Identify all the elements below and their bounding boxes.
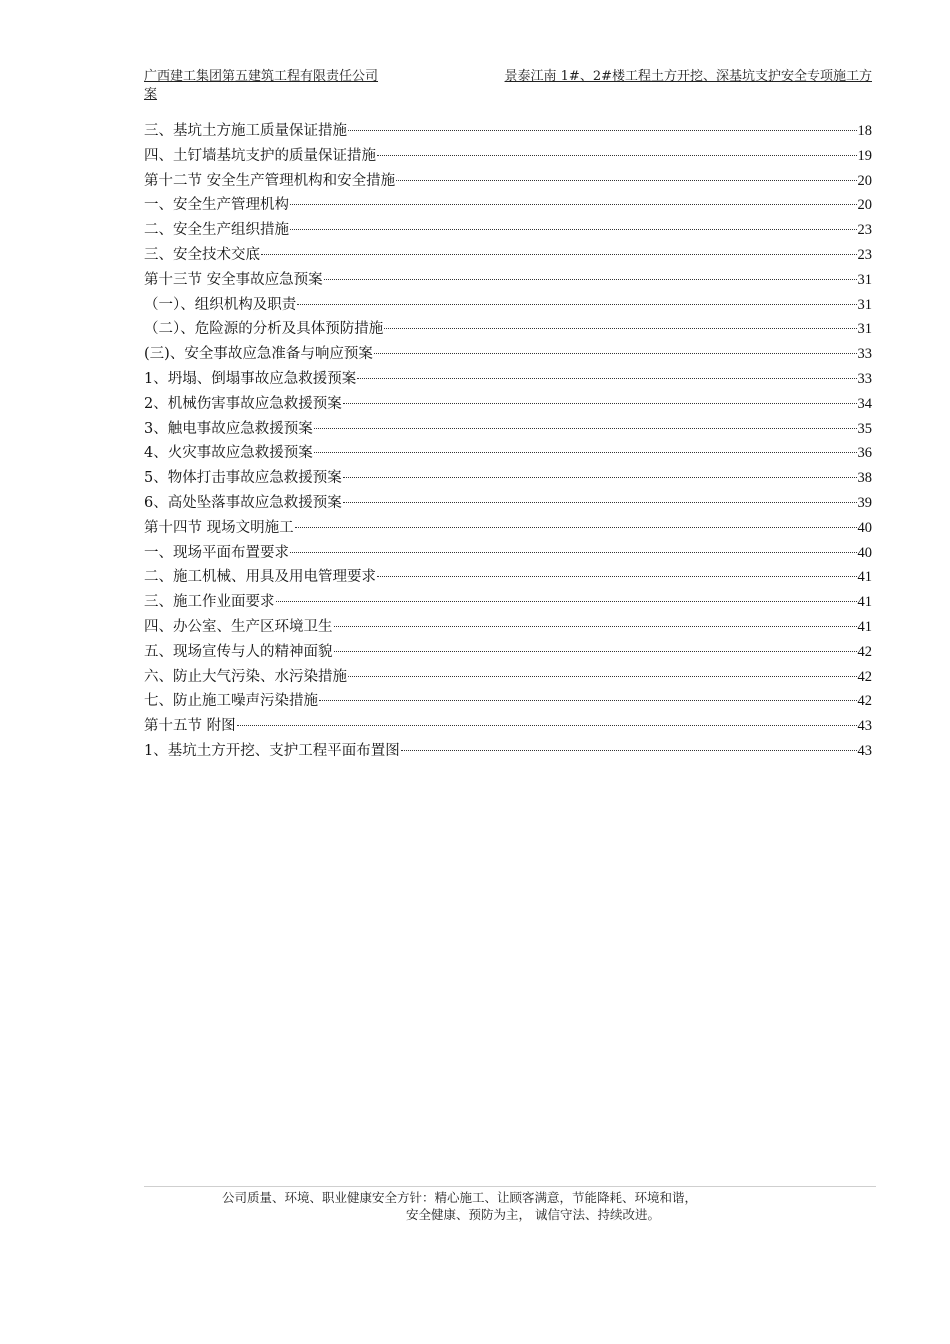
toc-entry-page: 43: [857, 742, 872, 759]
toc-dot-leader: [334, 626, 857, 627]
toc-dot-leader: [314, 428, 857, 429]
toc-entry-page: 34: [857, 395, 872, 412]
toc-entry[interactable]: [144, 689, 872, 714]
toc-entry-page: 41: [857, 618, 872, 635]
toc-entry-title: 第十五节 附图: [144, 718, 236, 735]
toc-entry-page: 40: [857, 544, 872, 561]
toc-dot-leader: [384, 328, 856, 329]
table-of-contents: [144, 119, 872, 764]
toc-entry-page: 20: [857, 197, 872, 214]
toc-entry-page: 23: [857, 222, 872, 239]
toc-entry-title: 第十四节 现场文明施工: [144, 519, 294, 536]
header-project-title: 景泰江南 1#、2#楼工程土方开挖、深基坑支护安全专项施工方: [504, 69, 872, 84]
toc-entry-title: 4、火灾事故应急救援预案: [144, 445, 313, 462]
toc-entry[interactable]: [144, 665, 872, 690]
toc-dot-leader: [334, 651, 857, 652]
toc-entry-page: 20: [857, 172, 872, 189]
toc-entry[interactable]: [144, 441, 872, 466]
toc-entry-title: 一、安全生产管理机构: [144, 197, 289, 214]
toc-entry-page: 23: [857, 246, 872, 263]
toc-entry-title: （二）、危险源的分析及具体预防措施: [144, 321, 384, 338]
toc-entry-page: 36: [857, 445, 872, 462]
toc-entry[interactable]: [144, 342, 872, 367]
toc-dot-leader: [295, 527, 857, 528]
toc-dot-leader: [343, 403, 857, 404]
toc-entry-title: 三、基坑土方施工质量保证措施: [144, 123, 347, 139]
toc-entry-title: 五、现场宣传与人的精神面貌: [144, 643, 333, 660]
toc-entry-page: 18: [857, 123, 872, 139]
toc-entry-title: 三、安全技术交底: [144, 246, 260, 263]
toc-entry-page: 38: [857, 470, 872, 487]
toc-entry[interactable]: [144, 714, 872, 739]
toc-entry-page: 43: [857, 718, 872, 735]
toc-entry-title: 1、基坑土方开挖、支护工程平面布置图: [144, 742, 400, 759]
toc-entry-page: 33: [857, 346, 872, 363]
toc-dot-leader: [374, 353, 857, 354]
toc-dot-leader: [297, 304, 856, 305]
toc-entry-title: (三)、安全事故应急准备与响应预案: [144, 346, 373, 363]
toc-entry-title: 三、施工作业面要求: [144, 594, 275, 611]
toc-entry-page: 41: [857, 569, 872, 586]
toc-entry-page: 35: [857, 420, 872, 437]
toc-entry-page: 42: [857, 693, 872, 710]
toc-entry-title: 一、现场平面布置要求: [144, 544, 289, 561]
footer-policy-line2: 安全健康、预防为主， 诚信守法、持续改进。: [406, 1207, 660, 1222]
toc-entry[interactable]: [144, 640, 872, 665]
toc-entry-title: （一）、组织机构及职责: [144, 296, 297, 313]
toc-entry-title: 七、防止施工噪声污染措施: [144, 693, 318, 710]
toc-entry[interactable]: [144, 739, 872, 764]
toc-dot-leader: [319, 700, 857, 701]
toc-entry-page: 33: [857, 370, 872, 387]
toc-entry[interactable]: [144, 268, 872, 293]
toc-dot-leader: [401, 750, 857, 751]
toc-entry-title: 四、土钉墙基坑支护的质量保证措施: [144, 147, 376, 164]
toc-entry[interactable]: [144, 615, 872, 640]
toc-entry[interactable]: [144, 516, 872, 541]
header-row: [144, 68, 872, 86]
toc-entry[interactable]: [144, 243, 872, 268]
toc-entry[interactable]: [144, 491, 872, 516]
page-footer: [144, 1189, 876, 1223]
toc-dot-leader: [276, 601, 857, 602]
toc-entry[interactable]: [144, 590, 872, 615]
toc-entry[interactable]: [144, 144, 872, 169]
header-project-title-cont: 案: [144, 87, 158, 102]
toc-entry-page: 40: [857, 519, 872, 536]
toc-entry[interactable]: [144, 565, 872, 590]
toc-dot-leader: [324, 279, 857, 280]
toc-entry-title: 六、防止大气污染、水污染措施: [144, 668, 347, 685]
toc-entry[interactable]: [144, 417, 872, 442]
toc-entry-title: 2、机械伤害事故应急救援预案: [144, 395, 342, 412]
toc-dot-leader: [357, 378, 856, 379]
toc-entry[interactable]: [144, 367, 872, 392]
toc-entry[interactable]: [144, 392, 872, 417]
toc-entry[interactable]: [144, 317, 872, 342]
toc-entry[interactable]: [144, 541, 872, 566]
toc-entry-title: 第十三节 安全事故应急预案: [144, 271, 323, 288]
footer-divider: [144, 1186, 876, 1187]
toc-entry-page: 42: [857, 643, 872, 660]
footer-policy-line1: 公司质量、环境、职业健康安全方针：精心施工、让顾客满意，节能降耗、环境和谐，: [222, 1190, 698, 1205]
toc-dot-leader: [348, 676, 857, 677]
toc-entry-page: 42: [857, 668, 872, 685]
toc-entry-title: 1、坍塌、倒塌事故应急救援预案: [144, 370, 357, 387]
toc-dot-leader: [290, 204, 857, 205]
toc-dot-leader: [343, 502, 857, 503]
toc-entry[interactable]: [144, 193, 872, 218]
page-header: [144, 68, 872, 104]
toc-entry-page: 31: [857, 271, 872, 288]
toc-entry-page: 31: [857, 321, 872, 338]
toc-entry-title: 四、办公室、生产区环境卫生: [144, 618, 333, 635]
toc-dot-leader: [237, 725, 857, 726]
toc-entry-page: 31: [857, 296, 872, 313]
toc-entry-title: 二、安全生产组织措施: [144, 222, 289, 239]
toc-dot-leader: [314, 452, 857, 453]
toc-dot-leader: [348, 130, 857, 131]
toc-dot-leader: [377, 576, 857, 577]
toc-entry-title: 6、高处坠落事故应急救援预案: [144, 494, 342, 511]
toc-dot-leader: [261, 254, 857, 255]
header-company: 广西建工集团第五建筑工程有限责任公司: [144, 69, 379, 84]
toc-entry-title: 5、物体打击事故应急救援预案: [144, 470, 342, 487]
toc-entry[interactable]: [144, 169, 872, 194]
toc-entry[interactable]: [144, 293, 872, 318]
toc-dot-leader: [396, 180, 856, 181]
toc-entry[interactable]: [144, 466, 872, 491]
toc-entry-page: 19: [857, 147, 872, 164]
toc-entry[interactable]: [144, 119, 872, 144]
toc-dot-leader: [343, 477, 857, 478]
toc-entry-page: 41: [857, 594, 872, 611]
toc-entry[interactable]: [144, 218, 872, 243]
toc-dot-leader: [290, 552, 857, 553]
toc-entry-title: 3、触电事故应急救援预案: [144, 420, 313, 437]
toc-entry-title: 二、施工机械、用具及用电管理要求: [144, 569, 376, 586]
toc-entry-title: 第十二节 安全生产管理机构和安全措施: [144, 172, 396, 189]
toc-dot-leader: [290, 229, 857, 230]
toc-dot-leader: [377, 155, 857, 156]
toc-entry-page: 39: [857, 494, 872, 511]
